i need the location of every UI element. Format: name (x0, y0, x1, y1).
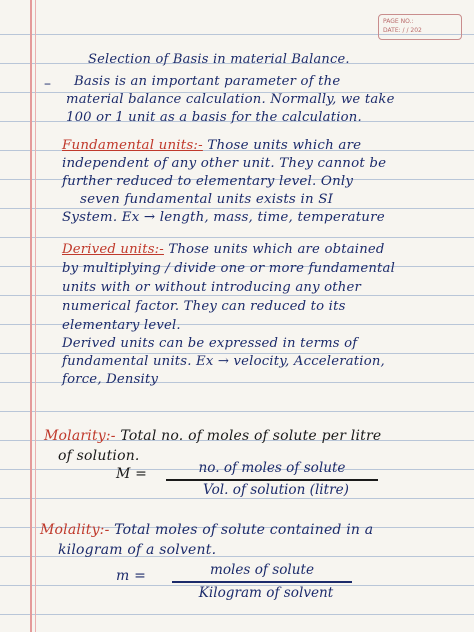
fundamental-line: further reduced to elementary level. Only (62, 174, 354, 189)
derived-line: by multiplying / divide one or more fundamental (62, 261, 396, 276)
margin-line-inner (35, 0, 36, 632)
fundamental-first-rest: Those units which are (202, 138, 362, 153)
fundamental-heading: Fundamental units:- (62, 138, 203, 153)
molality-definition: Total moles of solute contained in a (109, 522, 374, 538)
derived-first-rest: Those units which are obtained (163, 242, 385, 257)
molality-heading: Molality:- (40, 522, 110, 538)
molarity-fraction-bar (166, 479, 378, 481)
molarity-denominator: Vol. of solution (litre) (203, 482, 349, 498)
molality-symbol: m = (116, 568, 147, 584)
molality-first-line (40, 522, 373, 538)
derived-line: elementary level. (62, 318, 181, 333)
molarity-heading: Molarity:- (44, 428, 116, 444)
margin-line (30, 0, 32, 632)
derived-line: Derived units can be expressed in terms of (62, 336, 358, 351)
derived-first-line (62, 242, 385, 257)
molality-denominator: Kilogram of solvent (198, 585, 334, 601)
derived-line: units with or without introducing any other (62, 280, 361, 295)
molarity-second-line: of solution. (58, 448, 140, 464)
molarity-definition: Total no. of moles of solute per litre (115, 428, 382, 444)
molarity-symbol: M = (116, 466, 148, 482)
basis-line-1: Basis is an important parameter of the (74, 74, 341, 89)
molarity-numerator: no. of moles of solute (198, 460, 346, 476)
page-title: Selection of Basis in material Balance. (88, 52, 350, 67)
molality-numerator: moles of solute (209, 562, 315, 578)
basis-line-3: 100 or 1 unit as a basis for the calculation. (66, 110, 362, 125)
fundamental-line: System. Ex → length, mass, time, temperature (62, 210, 385, 225)
derived-line: force, Density (62, 372, 159, 387)
basis-line-2: material balance calculation. Normally, we take (66, 92, 395, 107)
derived-heading: Derived units:- (62, 242, 164, 257)
fundamental-line: independent of any other unit. They cannot be (62, 156, 387, 171)
bullet-dash: – (44, 76, 51, 92)
molarity-first-line (44, 428, 381, 444)
page-number-label: PAGE NO.: (383, 18, 414, 25)
derived-line: fundamental units. Ex → velocity, Acceleration, (62, 354, 385, 369)
molality-second-line: kilogram of a solvent. (58, 542, 217, 558)
date-label: DATE: / / 202 (383, 27, 422, 34)
molality-fraction-bar (172, 581, 352, 583)
page-stamp (378, 14, 462, 40)
derived-line: numerical factor. They can reduced to its (62, 299, 346, 314)
fundamental-line: seven fundamental units exists in SI (80, 192, 334, 207)
fundamental-first-line (62, 138, 361, 153)
